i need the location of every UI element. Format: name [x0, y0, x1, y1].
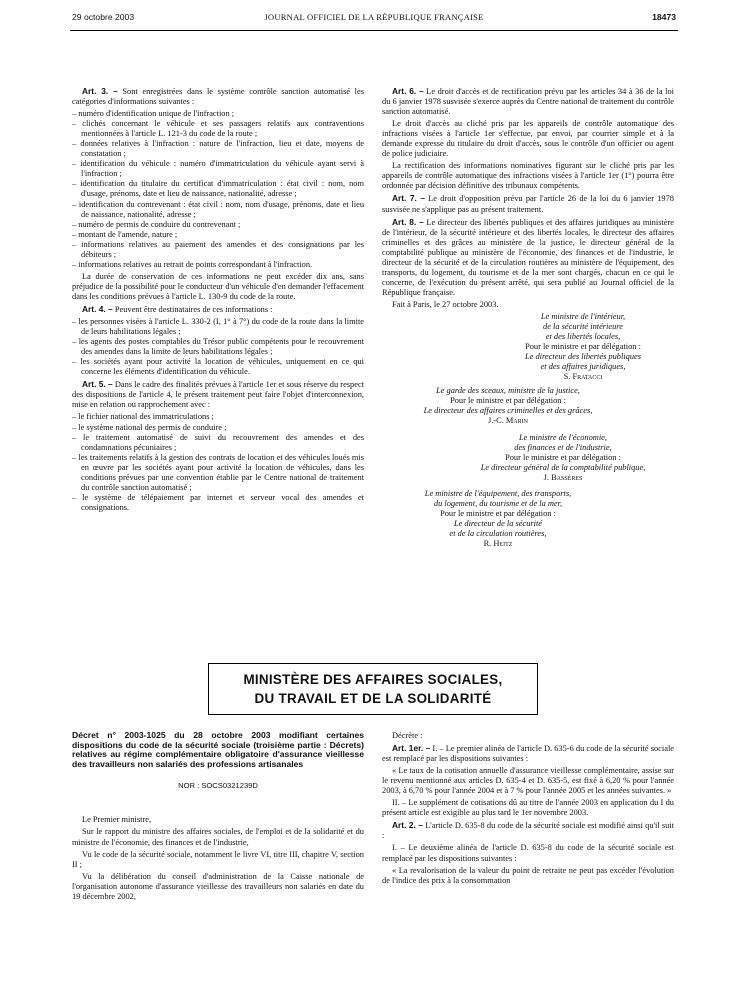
art7-label: Art. 7. –	[392, 193, 425, 204]
right-column	[382, 86, 674, 549]
list-item: – identification du contrevenant : état civil : nom, nom d'usage, prénoms, date et lieu de naissance, nationalité, adresse ;	[72, 200, 364, 220]
art5-intro: Dans le cadre des finalités prévues à l'article 1er et sous réserve du respect des dispositions de l'article 4, le présent traitement peut faire l'objet d'interconnexion, mise en relation ou rapprochement avec :	[72, 380, 364, 410]
art1-p2: II. – Le supplément de cotisations dû au titre de l'année 2003 en application du I du présent article est exigible au plus tard le 1er novembre 2003.	[382, 798, 674, 818]
signature-date: Fait à Paris, le 27 octobre 2003.	[392, 299, 499, 309]
art6	[382, 86, 674, 117]
list-item: – les personnes visées à l'article L. 330-2 (I, 1° à 7°) du code de la route dans la limite de leurs habilitations légales ;	[72, 317, 364, 337]
list-item: – le système de télépaiement par internet et serveur vocal des amendes et consignations.	[72, 493, 364, 513]
art3-label: Art. 3. –	[82, 86, 118, 96]
art5	[72, 379, 364, 410]
signature-line: Pour le ministre et par délégation :	[450, 396, 566, 406]
list-item: – le système national des permis de conduire ;	[72, 423, 364, 433]
signatory-name: R. Heitz	[483, 538, 513, 548]
signature-equipment	[382, 489, 614, 549]
list-item: – identification du véhicule : numéro d'immatriculation du véhicule ayant servi à l'infraction ;	[72, 159, 364, 179]
art6-label: Art. 6. –	[392, 86, 424, 96]
art6-p3: La rectification des informations nominatives figurant sur le cliché pris par les appareils de contrôle automatique des infractions visées à l'article 1er (1°) pourra être ordonnée par décision définitive des tribunaux compétents.	[382, 161, 674, 191]
signatory-name: S. Fratacci	[563, 372, 603, 382]
header-rule	[70, 30, 678, 31]
signature-line: Le garde des sceaux, ministre de la justice,	[436, 386, 580, 396]
art4-intro: Peuvent être destinataires de ces informations :	[114, 304, 273, 314]
art4-label: Art. 4. –	[82, 303, 113, 314]
art7	[382, 193, 674, 214]
page-number: 18473	[652, 12, 676, 22]
ministry-heading	[208, 663, 538, 715]
decree-p3: Vu le code de la sécurité sociale, notamment le livre VI, titre III, chapitre V, section II ;	[72, 849, 364, 869]
list-item: – le fichier national des immatriculations ;	[72, 412, 364, 422]
signature-line: et de la circulation routières,	[449, 528, 547, 538]
signature-line: Le directeur des affaires criminelles et des grâces,	[423, 406, 593, 416]
decree-art1	[382, 743, 674, 764]
signature-line: Le directeur général de la comptabilité publique,	[480, 462, 646, 472]
art1-label: Art. 1er. –	[392, 743, 431, 754]
list-item: – le traitement automatisé de suivi du recouvrement des amendes et des condamnations pécuniaires ;	[72, 433, 364, 453]
art4	[72, 304, 364, 315]
signatory-name: J. Bassères	[543, 472, 583, 482]
list-item: – identification du titulaire du certificat d'immatriculation : état civil : nom, nom d'usage, prénoms, date et lieu de naissance, nationalité, adresse ;	[72, 179, 364, 199]
list-item: – numéro de permis de conduire du contrevenant ;	[72, 220, 364, 230]
signature-line: et des libertés locales,	[545, 332, 621, 342]
page-header	[0, 12, 748, 28]
signature-line: Le ministre de l'économie,	[518, 432, 607, 442]
art2-text: L'article D. 635-8 du code de la sécurité sociale est modifié ainsi qu'il suit :	[382, 821, 674, 841]
signature-line: Pour le ministre et par délégation :	[505, 452, 621, 462]
art2-quote: « La revalorisation de la valeur du point de retraite ne peut pas excéder l'évolution de l'indice des prix à la consommation	[382, 865, 674, 885]
decree-title: Décret n° 2003-1025 du 28 octobre 2003 modifiant certaines dispositions du code de la sécurité sociale (troisième partie : Décrets) relatives au régime complémentaire obligatoire d'assurance vieillesse des travailleurs non salariés des professions artisanales	[72, 730, 364, 769]
signature-line: Le ministre de l'intérieur,	[540, 311, 626, 321]
journal-title: JOURNAL OFFICIEL DE LA RÉPUBLIQUE FRANÇAISE	[264, 12, 484, 22]
signature-line: Pour le ministre et par délégation :	[525, 342, 641, 352]
list-item: – les sociétés ayant pour activité la location de véhicules, uniquement en ce qui concerne les éléments d'identification du véhicule.	[72, 357, 364, 377]
nor-reference: NOR : SOCS0321239D	[178, 781, 258, 791]
signature-line: Pour le ministre et par délégation :	[440, 508, 556, 518]
signature-line: et des affaires juridiques,	[540, 362, 626, 372]
list-item: – clichés concernant le véhicule et ses passagers relatifs aux contraventions mentionnées à l'article L. 121-3 du code de la route ;	[72, 119, 364, 139]
art3-duration: La durée de conservation de ces informations ne peut excéder dix ans, sans préjudice de la possibilité pour le conducteur d'un véhicule d'en demander l'effacement dans les conditions prévues à l'article L. 130-9 du code de la route.	[72, 271, 364, 301]
list-item: – informations relatives au paiement des amendes et des consignations par les débiteurs ;	[72, 240, 364, 260]
signatory-name: J.-C. Marin	[487, 416, 529, 426]
art5-label: Art. 5. –	[82, 379, 113, 390]
art6-p2: Le droit d'accès au cliché pris par les appareils de contrôle automatique des infractions visées à l'article 1er s'effectue, par envoi, par courrier simple et à la demande expresse du titulaire du droit d'accès, sous le contrôle d'un officier ou agent de police judiciaire.	[382, 119, 674, 159]
decree-left-column	[72, 731, 364, 904]
signature-line: des finances et de l'industrie,	[514, 442, 612, 452]
signature-line: Le directeur des libertés publiques	[525, 352, 641, 362]
art3	[72, 86, 364, 107]
signature-interior	[492, 312, 674, 382]
signature-economy	[452, 433, 674, 483]
signature-line: Le ministre de l'équipement, des transports,	[424, 488, 572, 498]
art8-label: Art. 8. –	[392, 216, 424, 227]
decree-p4: Vu la délibération du conseil d'administration de la Caisse nationale de l'organisation autonome d'assurance vieillesse des travailleurs non salariés en date du 19 décembre 2002,	[72, 871, 364, 901]
signature-line: de la sécurité intérieure	[543, 322, 623, 332]
signature-line: du logement, du tourisme et de la mer,	[433, 498, 563, 508]
art1-quote: « Le taux de la cotisation annuelle d'assurance vieillesse complémentaire, assise sur le revenu mentionné aux articles D. 635-4 et D. 635-5, est fixé à 6,20 % pour l'année 2003, à 6,70 % pour l'année 2004 et à 7 % pour l'année 2005 et les années suivantes. »	[382, 766, 674, 796]
ministry-line: MINISTÈRE DES AFFAIRES SOCIALES,	[243, 672, 503, 687]
left-column	[72, 86, 364, 515]
art7-text: Le droit d'opposition prévu par l'article 26 de la loi du 6 janvier 1978 susvisée ne s'applique pas au présent traitement.	[382, 194, 674, 214]
decree-p2: Sur le rapport du ministre des affaires sociales, de l'emploi et de la solidarité et du ministre de l'économie, des finances et de l'industrie,	[72, 827, 364, 847]
art8	[382, 217, 674, 298]
list-item: – numéro d'identification unique de l'infraction ;	[72, 109, 364, 119]
header-date: 29 octobre 2003	[72, 12, 135, 22]
list-item: – les traitements relatifs à la gestion des contrats de location et des véhicules loués mis en œuvre par les sociétés ayant pour activité la location de véhicules, dans les conditions prévues par une convention établie par le Centre national de traitement du contrôle sanction automatisé ;	[72, 453, 364, 493]
list-item: – données relatives à l'infraction : nature de l'infraction, lieu et date, moyens de constatation ;	[72, 139, 364, 159]
art2-p2: I. – Le deuxième alinéa de l'article D. 635-8 du code de la sécurité sociale est remplacé par les dispositions suivantes :	[382, 843, 674, 863]
list-item: – montant de l'amende, nature ;	[72, 230, 364, 240]
ministry-line: DU TRAVAIL ET DE LA SOLIDARITÉ	[254, 691, 492, 706]
list-item: – les agents des postes comptables du Trésor public compétents pour le recouvrement des amendes dans la limite de leurs habilitations légales ;	[72, 337, 364, 357]
art1-text: I. – Le premier alinéa de l'article D. 635-6 du code de la sécurité sociale est remplacé par les dispositions suivantes :	[382, 744, 674, 764]
signature-line: Le directeur de la sécurité	[453, 518, 543, 528]
decree-art2	[382, 820, 674, 841]
decree-p1: Le Premier ministre,	[82, 815, 152, 825]
art5-list	[72, 412, 364, 512]
signature-justice	[382, 386, 634, 426]
art6-text: Le droit d'accès et de rectification prévu par les articles 34 à 36 de la loi du 6 janvier 1978 susvisée s'exerce auprès du Centre national de traitement du contrôle sanction automatisé.	[382, 87, 674, 117]
art4-list	[72, 317, 364, 377]
art3-intro: Sont enregistrées dans le système contrôle sanction automatisé les catégories d'informations suivantes :	[72, 87, 364, 107]
decrete: Décrète :	[392, 731, 423, 740]
art3-list	[72, 109, 364, 270]
art8-text: Le directeur des libertés publiques et des affaires juridiques au ministère de l'intérieur, de la sécurité intérieure et des libertés locales, le directeur des affaires criminelles et des grâces au ministère de la justice, le directeur général de la comptabilité publique au ministère de l'économie, des finances et de l'industrie, le directeur de la sécurité et de la circulation routières au ministère de l'équipement, des transports, du logement, du tourisme et de la mer sont chargés, chacun en ce qui le concerne, de l'exécution du présent arrêté, qui sera publié au Journal officiel de la République française.	[382, 217, 675, 297]
list-item: – informations relatives au retrait de points correspondant à l'infraction.	[72, 260, 364, 270]
art2-label: Art. 2. –	[392, 820, 423, 831]
decree-right-column	[382, 731, 674, 888]
